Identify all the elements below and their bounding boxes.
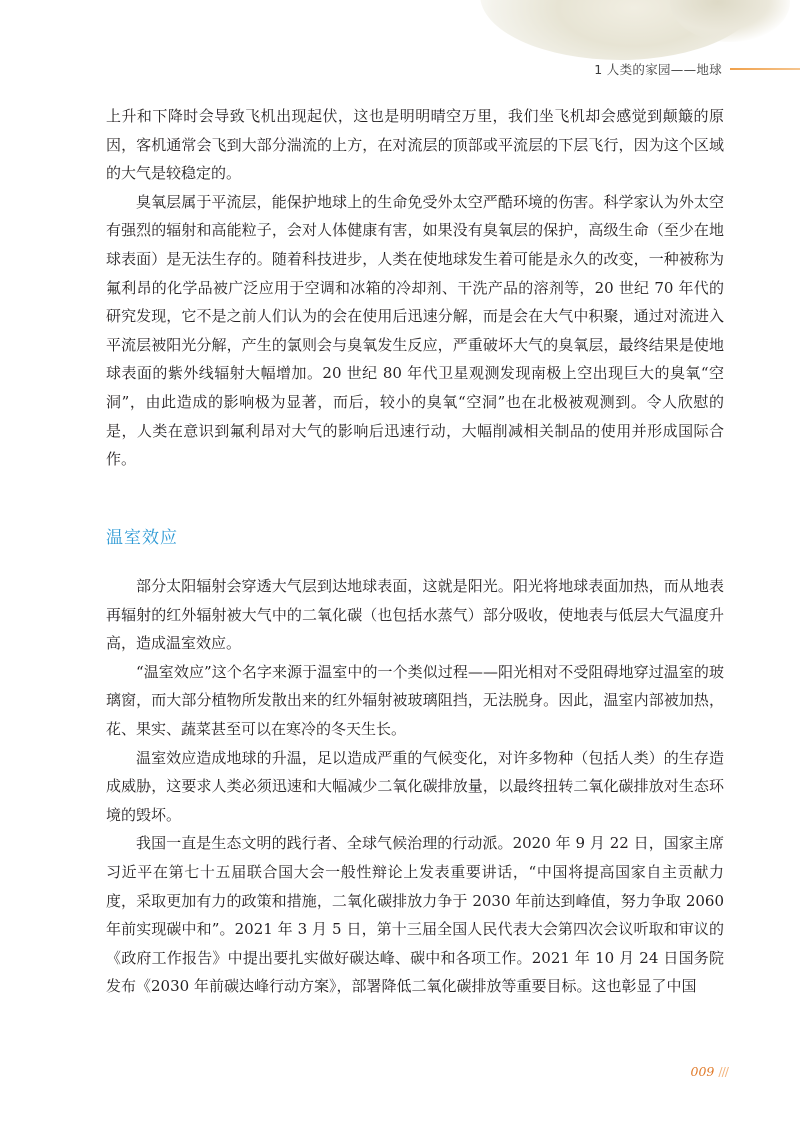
- paragraph: 臭氧层属于平流层，能保护地球上的生命免受外太空严酷环境的伤害。科学家认为外太空有强烈的辐射和高能粒子，会对人体健康有害，如果没有臭氧层的保护，高级生命（至少在地球表面）是无法生存的。随着科技进步，人类在使地球发生着可能是永久的改变，一种被称为氟利昂的化学品被广泛应用于空调和冰箱的冷却剂、干洗产品的溶剂等，20 世纪 70 年代的研究发现，它不是之前人们认为的会在使用后迅速分解，而是会在大气中积聚，通过对流进入平流层被阳光分解，产生的氯则会与臭氧发生反应，严重破坏大气的臭氧层，最终结果是使地球表面的紫外线辐射大幅增加。20 世纪 80 年代卫星观测发现南极上空出现巨大的臭氧“空洞”，由此造成的影响极为显著，而后，较小的臭氧“空洞”也在北极被观测到。令人欣慰的是，人类在意识到氟利昂对大气的影响后迅速行动，大幅削减相关制品的使用并形成国际合作。: [106, 192, 724, 469]
- page-footer: [691, 1064, 729, 1079]
- footer-marks: ///: [718, 1064, 728, 1079]
- decorative-corner-image: [470, 0, 800, 62]
- paragraph: 部分太阳辐射会穿透大气层到达地球表面，这就是阳光。阳光将地球表面加热，而从地表再辐射的红外辐射被大气中的二氧化碳（也包括水蒸气）部分吸收，使地表与低层大气温度升高，造成温室效应。: [106, 577, 724, 653]
- page-number: 009: [690, 1064, 715, 1079]
- body-text-top: [106, 102, 724, 474]
- paragraph: “温室效应”这个名字来源于温室中的一个类似过程——阳光相对不受阻碍地穿过温室的玻璃窗，而大部分植物所发散出来的红外辐射被玻璃阻挡，无法脱身。因此，温室内部被加热，花、果实、蔬菜甚至可以在寒冷的冬天生长。: [106, 662, 724, 738]
- paragraph: 我国一直是生态文明的践行者、全球气候治理的行动派。2020 年 9 月 22 日，国家主席习近平在第七十五届联合国大会一般性辩论上发表重要讲话，“中国将提高国家自主贡献力度，采取更加有力的政策和措施，二氧化碳排放力争于 2030 年前达到峰值，努力争取 2060 年前实现碳中和”。2021 年 3 月 5 日，第十三届全国人民代表大会第四次会议听取和审议的《政府工作报告》中提出要扎实做好碳达峰、碳中和各项工作。2021 年 10 月 24 日国务院发布《2030 年前碳达峰行动方案》，部署降低二氧化碳排放等重要目标。这也彰显了中国: [106, 834, 724, 996]
- header-rule: [730, 68, 800, 70]
- paragraph: 上升和下降时会导致飞机出现起伏，这也是明明晴空万里，我们坐飞机却会感觉到颠簸的原因，客机通常会飞到大部分湍流的上方，在对流层的顶部或平流层的下层飞行，因为这个区域的大气是较稳定的。: [106, 107, 724, 183]
- section-heading: 温室效应: [106, 528, 178, 548]
- body-text-section: [106, 572, 724, 1001]
- paragraph: 温室效应造成地球的升温，足以造成严重的气候变化，对许多物种（包括人类）的生存造成威胁，这要求人类必须迅速和大幅减少二氧化碳排放量，以最终扭转二氧化碳排放对生态环境的毁坏。: [106, 748, 724, 824]
- running-header: 1 人类的家园——地球: [594, 62, 722, 77]
